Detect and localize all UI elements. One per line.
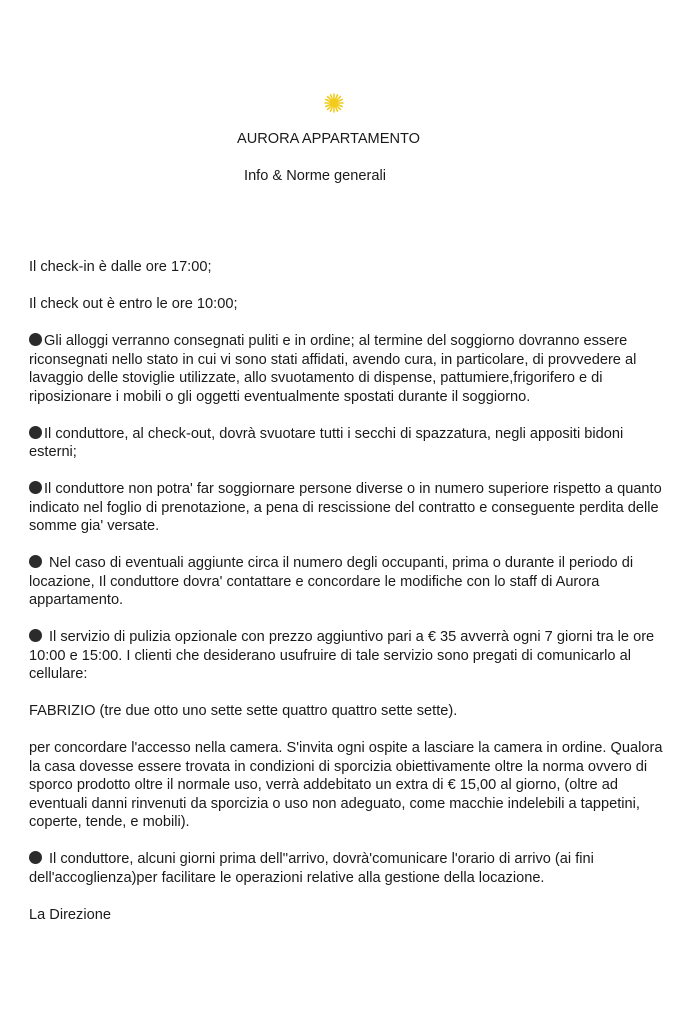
rule-cleaning-service: Il servizio di pulizia opzionale con prezzo aggiuntivo pari a € 35 avverrà ogni 7 giorni tra le ore 10:00 e 15:00. I clienti che desiderano usufruire di tale servizio sono pregati di comunicarlo al cellulare: [29,629,655,682]
rule-access: per concordare l'accesso nella camera. S'invita ogni ospite a lasciare la camera in ordine. Qualora la casa dovesse essere trovata in condizioni di sporcizia obiettivamente oltre la norma ovvero di sporco prodotto oltre il normale uso, verrà addebitato un extra di € 15,00 al giorno, (oltre ad eventuali danni rinvenuti da sporcizia o uso non adeguato, come macchie indelebili a tappetini, coperte, tende, e mobili). [29,740,663,830]
checkout-rule: Il check out è entro le ore 10:00; [29,296,238,312]
contact-line: FABRIZIO (tre due otto uno sette sette quattro quattro sette sette). [29,703,458,719]
rule-occupants: Il conduttore non potra' far soggiornare persone diverse o in numero superiore rispetto a quanto indicato nel foglio di prenotazione, a pena di rescissione del contratto e conseguente perdita delle somme gia' versate. [29,481,662,534]
rule-arrival: Il conduttore, alcuni giorni prima dell''arrivo, dovrà'comunicare l'orario di arrivo (ai fini dell'accoglienza)per facilitare le operazioni relative alla gestione della locazione. [29,851,594,886]
rule-cleanliness: Gli alloggi verranno consegnati puliti e in ordine; al termine del soggiorno dovranno essere riconsegnati nello stato in cui vi sono stati affidati, avendo cura, in particolare, di provvedere al lavaggio delle stoviglie utilizzate, allo svuotamento di dispense, pattumiere,frigorifero e di riposizionare i mobili o gli oggetti eventualmente spostati durante il soggiorno. [29,333,637,405]
bullet-icon [29,629,42,642]
rule-trash: Il conduttore, al check-out, dovrà svuotare tutti i secchi di spazzatura, negli appositi bidoni esterni; [29,425,624,460]
signature: La Direzione [29,906,111,923]
bullet-icon [29,333,42,346]
document-subtitle: Info & Norme generali [244,168,386,184]
checkin-rule: Il check-in è dalle ore 17:00; [29,259,212,275]
bullet-icon [29,555,42,568]
bullet-icon [29,481,42,494]
rule-additions: Nel caso di eventuali aggiunte circa il numero degli occupanti, prima o durante il periodo di locazione, Il conduttore dovra' contattare e concordare le modifiche con lo staff di Aurora appartamento. [29,555,634,608]
sun-icon [324,93,344,113]
document-title: AURORA APPARTAMENTO [236,131,420,147]
bullet-icon [29,426,42,439]
bullet-icon [29,851,42,864]
document-body [29,258,669,924]
